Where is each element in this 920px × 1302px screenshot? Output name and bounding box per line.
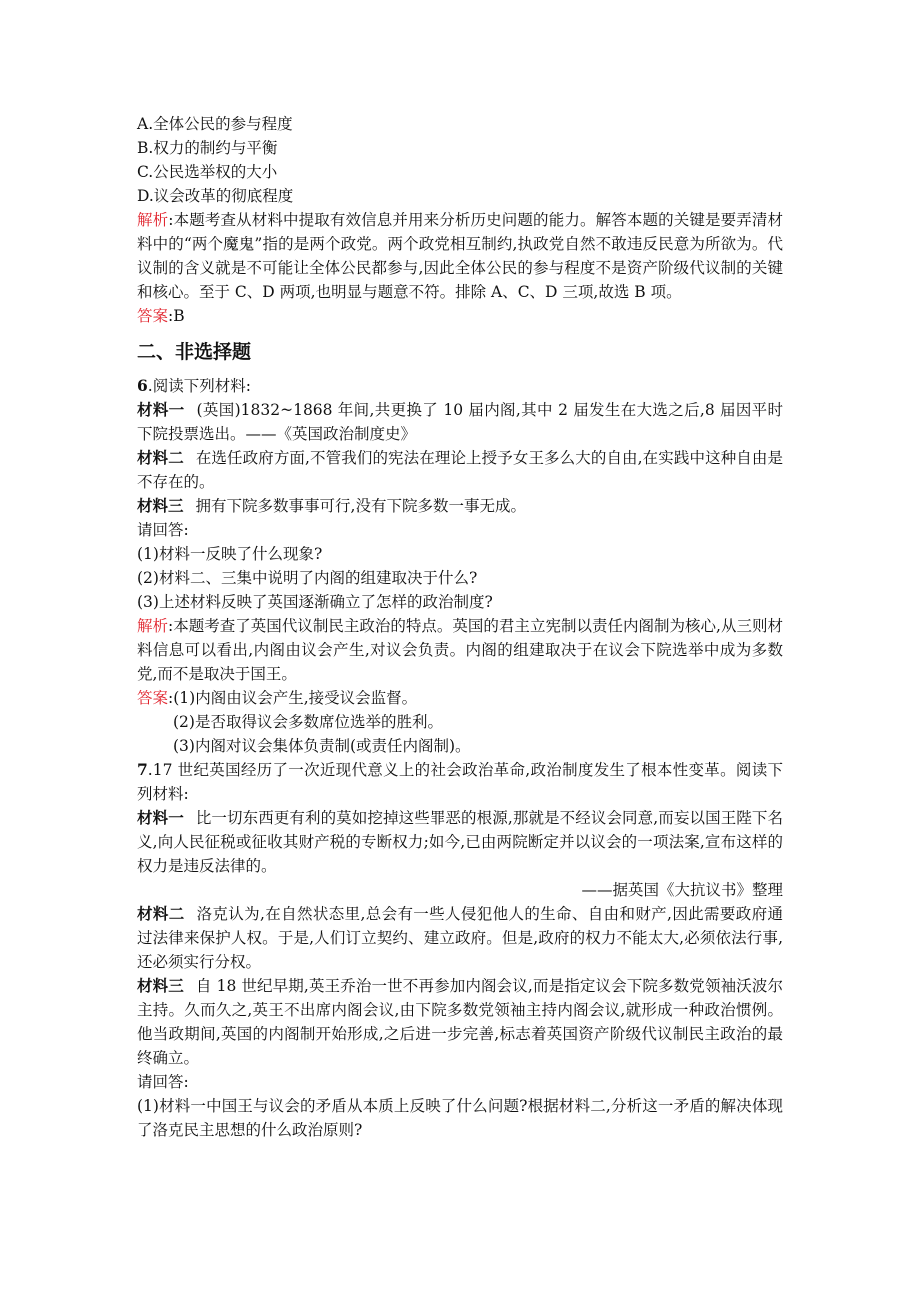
q7-material-1 — [137, 806, 783, 878]
q5-analysis — [137, 208, 783, 304]
q6-material-1 — [137, 398, 783, 446]
choice-b: B.权力的制约与平衡 — [137, 139, 278, 157]
analysis-label: 解析 — [137, 617, 169, 635]
q6-material-3 — [137, 494, 783, 518]
q6-answer-1 — [137, 686, 783, 710]
q6-sub-2: (2)材料二、三集中说明了内阁的组建取决于什么? — [137, 569, 478, 587]
material-label: 材料二 — [137, 448, 184, 467]
q7-material-2 — [137, 902, 783, 974]
material-text: 自 18 世纪早期,英王乔治一世不再参加内阁会议,而是指定议会下院多数党领袖沃波尔主持。久而久之,英王不出席内阁会议,由下院多数党领袖主持内阁会议,就形成一种政治惯例。他当政期间,英国的内阁制开始形成,之后进一步完善,标志着英国资产阶级代议制民主政治的最终确立。 — [137, 977, 783, 1067]
choice-a: A.全体公民的参与程度 — [137, 115, 293, 133]
choice-d: D.议会改革的彻底程度 — [137, 187, 294, 205]
answer-text: :(1)内阁由议会产生,接受议会监督。 — [168, 689, 418, 707]
q6-sub-1: (1)材料一反映了什么现象? — [137, 545, 323, 563]
material-label: 材料三 — [137, 496, 184, 515]
answer-text: :B — [168, 307, 185, 325]
analysis-text: :本题考查了英国代议制民主政治的特点。英国的君主立宪制以责任内阁制为核心,从三则材料信息可以看出,内阁由议会产生,对议会负责。内阁的组建取决于在议会下院选举中成为多数党,而不是取决于国王。 — [137, 617, 783, 683]
q6-ask: 请回答: — [137, 521, 189, 539]
q6-material-2 — [137, 446, 783, 494]
material-label: 材料一 — [137, 400, 185, 419]
q6-stem — [137, 374, 783, 398]
material-text: 洛克认为,在自然状态里,总会有一些人侵犯他人的生命、自由和财产,因此需要政府通过法律来保护人权。于是,人们订立契约、建立政府。但是,政府的权力不能太大,必须依法行事,还必须实行分权。 — [137, 905, 783, 971]
q7-material-3 — [137, 974, 783, 1070]
material-label: 材料三 — [137, 976, 184, 995]
q7-ask: 请回答: — [137, 1073, 189, 1091]
q7-sub-1: (1)材料一中国王与议会的矛盾从本质上反映了什么问题?根据材料二,分析这一矛盾的解决体现了洛克民主思想的什么政治原则? — [137, 1097, 783, 1139]
question-number: 6 — [137, 376, 148, 395]
material-text: 比一切东西更有利的莫如挖掉这些罪恶的根源,那就是不经议会同意,而妄以国王陛下名义,向人民征税或征收其财产税的专断权力;如今,已由两院断定并以议会的一项法案,宣布这样的权力是违反法律的。 — [137, 809, 783, 875]
question-number: 7 — [137, 760, 148, 779]
material-text: (英国)1832~1868 年间,共更换了 10 届内阁,其中 2 届发生在大选之后,8 届因平时下院投票选出。——《英国政治制度史》 — [137, 401, 783, 443]
analysis-text: :本题考查从材料中提取有效信息并用来分析历史问题的能力。解答本题的关键是要弄清材料中的“两个魔鬼”指的是两个政党。两个政党相互制约,执政党自然不敢违反民意为所欲为。代议制的含义就是不可能让全体公民都参与,因此全体公民的参与程度不是资产阶级代议制的关键和核心。至于 C、D 两项,也明显与题意不符。排除 A、C、D 三项,故选 B 项。 — [137, 211, 783, 301]
material-label: 材料一 — [137, 808, 184, 827]
choice-c: C.公民选举权的大小 — [137, 163, 278, 181]
answer-label: 答案 — [137, 307, 169, 325]
q5-answer — [137, 304, 783, 328]
section-title: 二、非选择题 — [137, 341, 252, 363]
question-stem: .阅读下列材料: — [147, 377, 251, 395]
material-text: 拥有下院多数事事可行,没有下院多数一事无成。 — [195, 497, 526, 515]
document-content — [137, 112, 783, 1142]
q6-analysis — [137, 614, 783, 686]
question-stem: .17 世纪英国经历了一次近现代意义上的社会政治革命,政治制度发生了根本性变革。阅读下列材料: — [137, 761, 783, 803]
analysis-label: 解析 — [137, 211, 169, 229]
q6-answer-2: (2)是否取得议会多数席位选举的胜利。 — [173, 713, 443, 731]
q7-material-1-source: ——据英国《大抗议书》整理 — [581, 881, 783, 899]
q6-sub-3: (3)上述材料反映了英国逐渐确立了怎样的政治制度? — [137, 593, 493, 611]
material-text: 在选任政府方面,不管我们的宪法在理论上授予女王多么大的自由,在实践中这种自由是不存在的。 — [137, 449, 783, 491]
material-label: 材料二 — [137, 904, 185, 923]
q6-answer-3: (3)内阁对议会集体负责制(或责任内阁制)。 — [173, 737, 471, 755]
q7-stem — [137, 758, 783, 806]
answer-label: 答案 — [137, 689, 169, 707]
